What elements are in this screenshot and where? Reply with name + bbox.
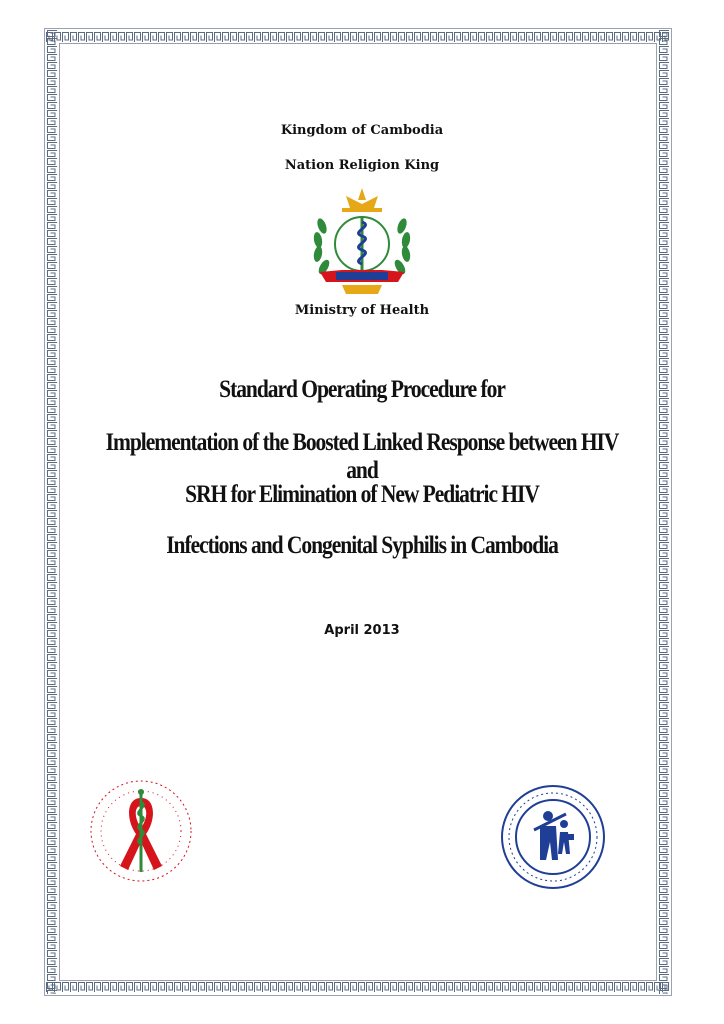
document-title-line-3: SRH for Elimination of New Pediatric HIV bbox=[185, 481, 539, 508]
border-pattern-right bbox=[658, 30, 670, 994]
border-pattern-bottom bbox=[46, 981, 670, 993]
ministry-heading: Ministry of Health bbox=[294, 303, 430, 318]
national-motto: Nation Religion King bbox=[284, 158, 440, 173]
country-heading: Kingdom of Cambodia bbox=[280, 123, 444, 138]
aids-ribbon-seal-icon bbox=[86, 776, 196, 886]
document-title-line-2: Implementation of the Boosted Linked Response between HIV and bbox=[105, 429, 619, 484]
border-pattern-top bbox=[46, 31, 670, 43]
document-title-line-4: Infections and Congenital Syphilis in Cambodia bbox=[166, 532, 558, 559]
border-pattern-left bbox=[46, 30, 58, 994]
ministry-of-health-emblem-icon bbox=[302, 186, 422, 298]
maternal-child-health-seal-icon bbox=[500, 784, 606, 890]
publication-date: April 2013 bbox=[324, 623, 400, 638]
document-title-line-1: Standard Operating Procedure for bbox=[219, 376, 505, 403]
